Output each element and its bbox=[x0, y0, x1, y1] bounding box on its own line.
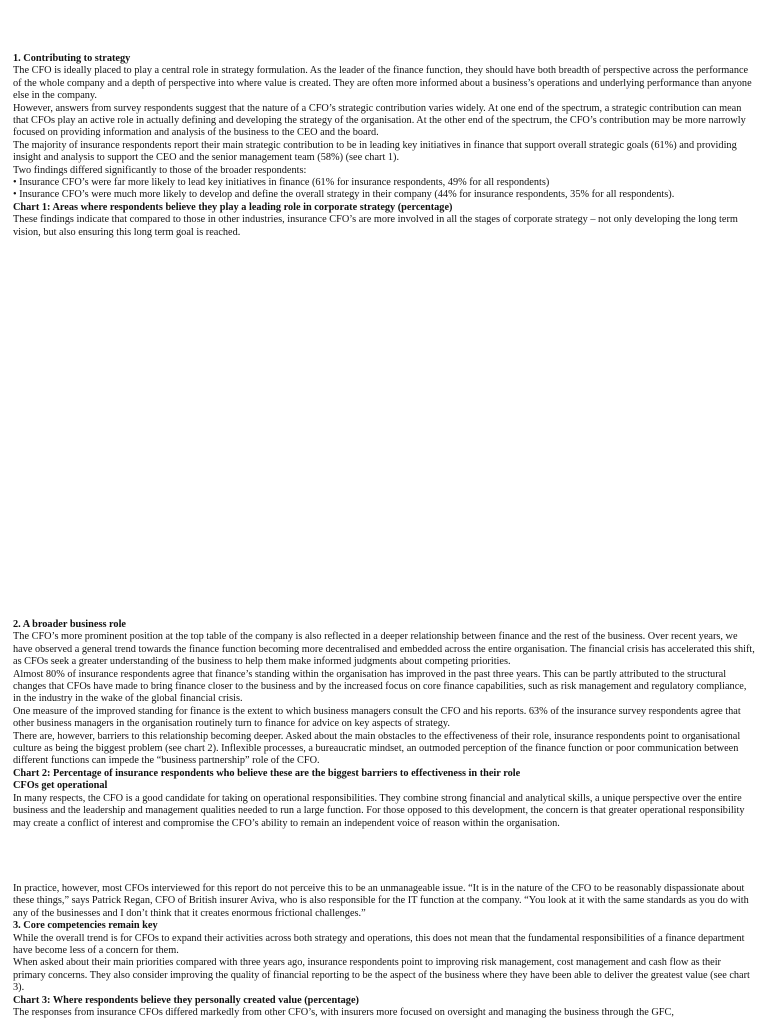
section-broader-business-role bbox=[13, 619, 755, 830]
paragraph: However, answers from survey respondents suggest that the nature of a CFO’s strategic contribution varies widely. At one end of the spectrum, a strategic contribution can mean that CFOs play an active role in actually defining and developing the strategy of the organisation. At the other end of the spectrum, the CFO’s contribution may be more narrowly focused on providing information and analysis of the business to the CEO and the board. bbox=[13, 102, 746, 139]
paragraph: The CFO is ideally placed to play a central role in strategy formulation. As the leader of the finance function, they should have both breadth of perspective across the performance of the whole company and a depth of perspective into where value is created. They are often more informed about a business’s operations and underlying performance than anyone else in the company. bbox=[13, 65, 752, 102]
section-heading: 3. Core competencies remain key bbox=[13, 920, 158, 932]
section-heading: 1. Contributing to strategy bbox=[13, 53, 131, 64]
section-contributing-to-strategy bbox=[13, 53, 755, 239]
section-core-competencies bbox=[13, 883, 755, 1019]
paragraph: There are, however, barriers to this relationship becoming deeper. Asked about the main obstacles to the effectiveness of their role, insurance respondents point to organisational culture as being the biggest problem (see chart 2). Inflexible processes, a bureaucratic mindset, an outmoded perception of the finance function or poor communication between different functions can impede the “business partnership” role of the CFO. bbox=[13, 730, 741, 767]
paragraph: In many respects, the CFO is a good candidate for taking on operational responsibilities. They combine strong financial and analytical skills, a unique perspective over the entire business and the leadership and management qualities needed to run a large function. For those opposed to this development, the concern is that greater operational responsibility may create a conflict of interest and compromise the CFO’s ability to remain an independent voice of reason within the organisation. bbox=[13, 792, 745, 829]
chart-caption: Chart 3: Where respondents believe they personally created value (percentage) bbox=[13, 994, 359, 1006]
subheading: CFOs get operational bbox=[13, 780, 108, 792]
chart-caption: Chart 1: Areas where respondents believe they play a leading role in corporate strategy (percentage) bbox=[13, 201, 453, 213]
paragraph: The majority of insurance respondents report their main strategic contribution to be in leading key initiatives in finance that support overall strategic goals (61%) and providing insight and analysis to support the CEO and the senior management team (58%) (see chart 1). bbox=[13, 139, 737, 164]
paragraph: The CFO’s more prominent position at the top table of the company is also reflected in a deeper relationship between finance and the rest of the business. Over recent years, we have observed a general trend towards the finance function becoming more decentralised and embedded across the entire organisation. The financial crisis has accelerated this shift, as CFOs seek a greater understanding of the business to help them make informed judgments about competing priorities. bbox=[13, 631, 755, 668]
paragraph: When asked about their main priorities compared with three years ago, insurance respondents point to improving risk management, cost management and cash flow as their primary concerns. They also consider improving the quality of financial reporting to be the aspect of the business where they have been able to deliver the greatest value (see chart 3). bbox=[13, 957, 750, 994]
paragraph: One measure of the improved standing for finance is the extent to which business managers consult the CFO and his reports. 63% of the insurance survey respondents agree that other business managers in the organisation routinely turn to finance for advice on key aspects of strategy. bbox=[13, 705, 741, 730]
bullet-item: • Insurance CFO’s were much more likely to develop and define the overall strategy in their company (44% for insurance respondents, 35% for all respondents). bbox=[13, 189, 675, 201]
paragraph: Almost 80% of insurance respondents agree that finance’s standing within the organisation has improved in the past three years. This can be partly attributed to the structural changes that CFOs have made to bring finance closer to the business and by the increased focus on core finance capabilities, such as risk management and regulatory compliance, in the industry in the wake of the global financial crisis. bbox=[13, 668, 747, 705]
paragraph: Two findings differed significantly to those of the broader respondents: bbox=[13, 164, 307, 176]
paragraph: The responses from insurance CFOs differed markedly from other CFO’s, with insurers more focused on oversight and managing the business through the GFC, bbox=[13, 1007, 674, 1019]
paragraph: While the overall trend is for CFOs to expand their activities across both strategy and operations, this does not mean that the fundamental responsibilities of a finance department have become less of a concern for them. bbox=[13, 932, 745, 957]
section-heading: 2. A broader business role bbox=[13, 619, 127, 630]
bullet-item: • Insurance CFO’s were far more likely to lead key initiatives in finance (61% for insurance respondents, 49% for all respondents) bbox=[13, 177, 550, 189]
paragraph: In practice, however, most CFOs interviewed for this report do not perceive this to be an unmanageable issue. “It is in the nature of the CFO to be reasonably dispassionate about these things,” says Patrick Regan, CFO of British insurer Aviva, who is also responsible for the IT function at the company. “You look at it with the same standards as you do with any of the businesses and I don’t think that it creates enormous frictional challenges.” bbox=[13, 883, 749, 919]
paragraph: These findings indicate that compared to those in other industries, insurance CFO’s are more involved in all the stages of corporate strategy – not only developing the long term vision, but also ensuring this long term goal is reached. bbox=[13, 214, 738, 238]
chart-caption: Chart 2: Percentage of insurance respondents who believe these are the biggest barriers to effectiveness in their role bbox=[13, 767, 521, 779]
